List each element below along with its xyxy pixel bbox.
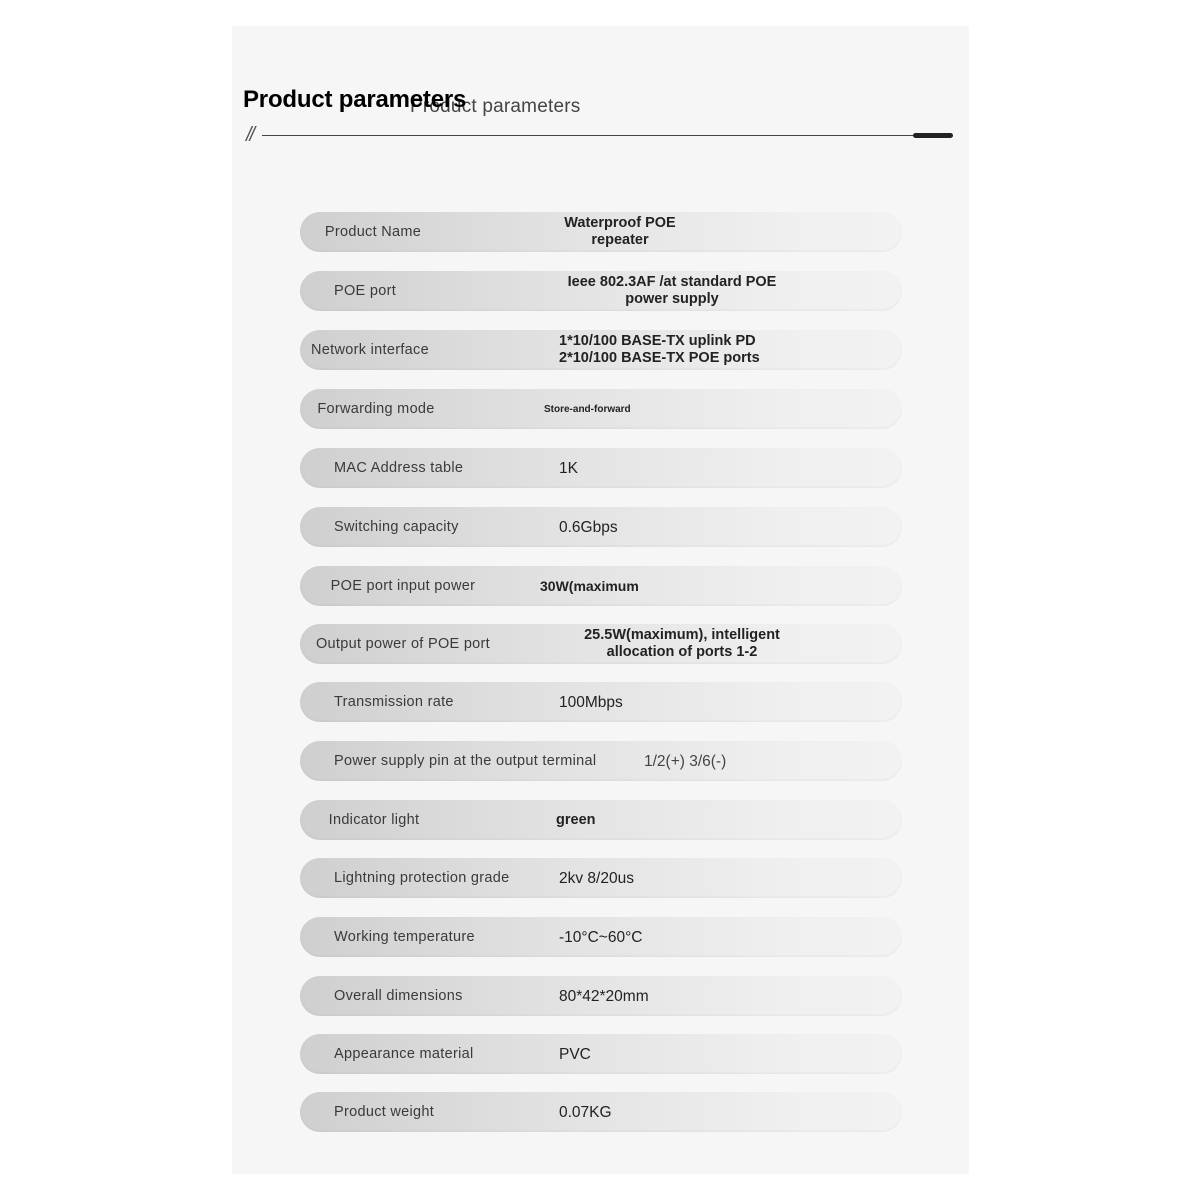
param-value: Waterproof POE repeater: [564, 215, 676, 248]
param-row-switching-capacity: [300, 507, 902, 547]
divider-mark: //: [246, 124, 254, 146]
param-row-poe-input-power: [300, 566, 902, 606]
param-value-line: 1*10/100 BASE-TX uplink PD: [559, 333, 756, 349]
param-value-line: 2*10/100 BASE-TX POE ports: [559, 350, 760, 366]
param-label: Working temperature: [334, 929, 475, 945]
param-value: Ieee 802.3AF /at standard POE power supply: [567, 274, 777, 307]
param-row-transmission-rate: [300, 682, 902, 722]
param-label: Forwarding mode: [317, 401, 435, 417]
param-value: Store-and-forward: [544, 403, 631, 415]
param-row-appearance-material: [300, 1034, 902, 1074]
param-label: Appearance material: [334, 1046, 474, 1062]
param-label: POE port: [334, 283, 397, 299]
param-row-product-weight: [300, 1092, 902, 1132]
param-label: Indicator light: [328, 812, 420, 828]
param-value: green: [556, 811, 596, 828]
param-label: Overall dimensions: [334, 988, 463, 1004]
param-value: PVC: [559, 1045, 591, 1063]
param-value: 0.6Gbps: [559, 518, 618, 536]
param-value: 30W(maximum: [540, 577, 639, 594]
page-title: Product parameters: [243, 86, 467, 113]
param-label: Power supply pin at the output terminal: [334, 753, 597, 769]
param-row-network-interface: [300, 330, 902, 370]
param-value: 100Mbps: [559, 693, 623, 711]
param-row-product-name: [300, 212, 902, 252]
param-label: Switching capacity: [334, 519, 459, 535]
param-value: 25.5W(maximum), intelligent allocation of ports 1-2: [584, 627, 780, 660]
divider-line: [262, 135, 914, 136]
param-value: 1/2(+) 3/6(-): [644, 752, 727, 770]
param-label: POE port input power: [330, 578, 476, 594]
param-row-power-supply-pin: [300, 741, 902, 781]
param-row-lightning-protection: [300, 858, 902, 898]
param-label: Lightning protection grade: [334, 870, 510, 886]
param-label: Output power of POE port: [315, 636, 491, 652]
page-title-ghost: Product parameters: [410, 96, 581, 117]
param-row-working-temperature: [300, 917, 902, 957]
param-row-poe-output-power: [300, 624, 902, 664]
param-row-poe-port: [300, 271, 902, 311]
param-value: 1K: [559, 459, 578, 477]
divider-end-cap: [913, 133, 953, 138]
param-label: MAC Address table: [334, 460, 464, 476]
param-row-overall-dimensions: [300, 976, 902, 1016]
param-label: Transmission rate: [334, 694, 454, 710]
param-value: 2kv 8/20us: [559, 869, 634, 887]
param-value: 0.07KG: [559, 1103, 612, 1121]
param-row-indicator-light: [300, 800, 902, 840]
param-row-forwarding-mode: [300, 389, 902, 429]
param-label: Product weight: [334, 1104, 435, 1120]
param-label: Product Name: [324, 224, 422, 240]
param-row-mac-table: [300, 448, 902, 488]
param-label: Network interface: [311, 342, 429, 358]
param-value: -10°C~60°C: [559, 928, 643, 946]
param-value: [559, 330, 859, 370]
param-value: 80*42*20mm: [559, 987, 649, 1005]
